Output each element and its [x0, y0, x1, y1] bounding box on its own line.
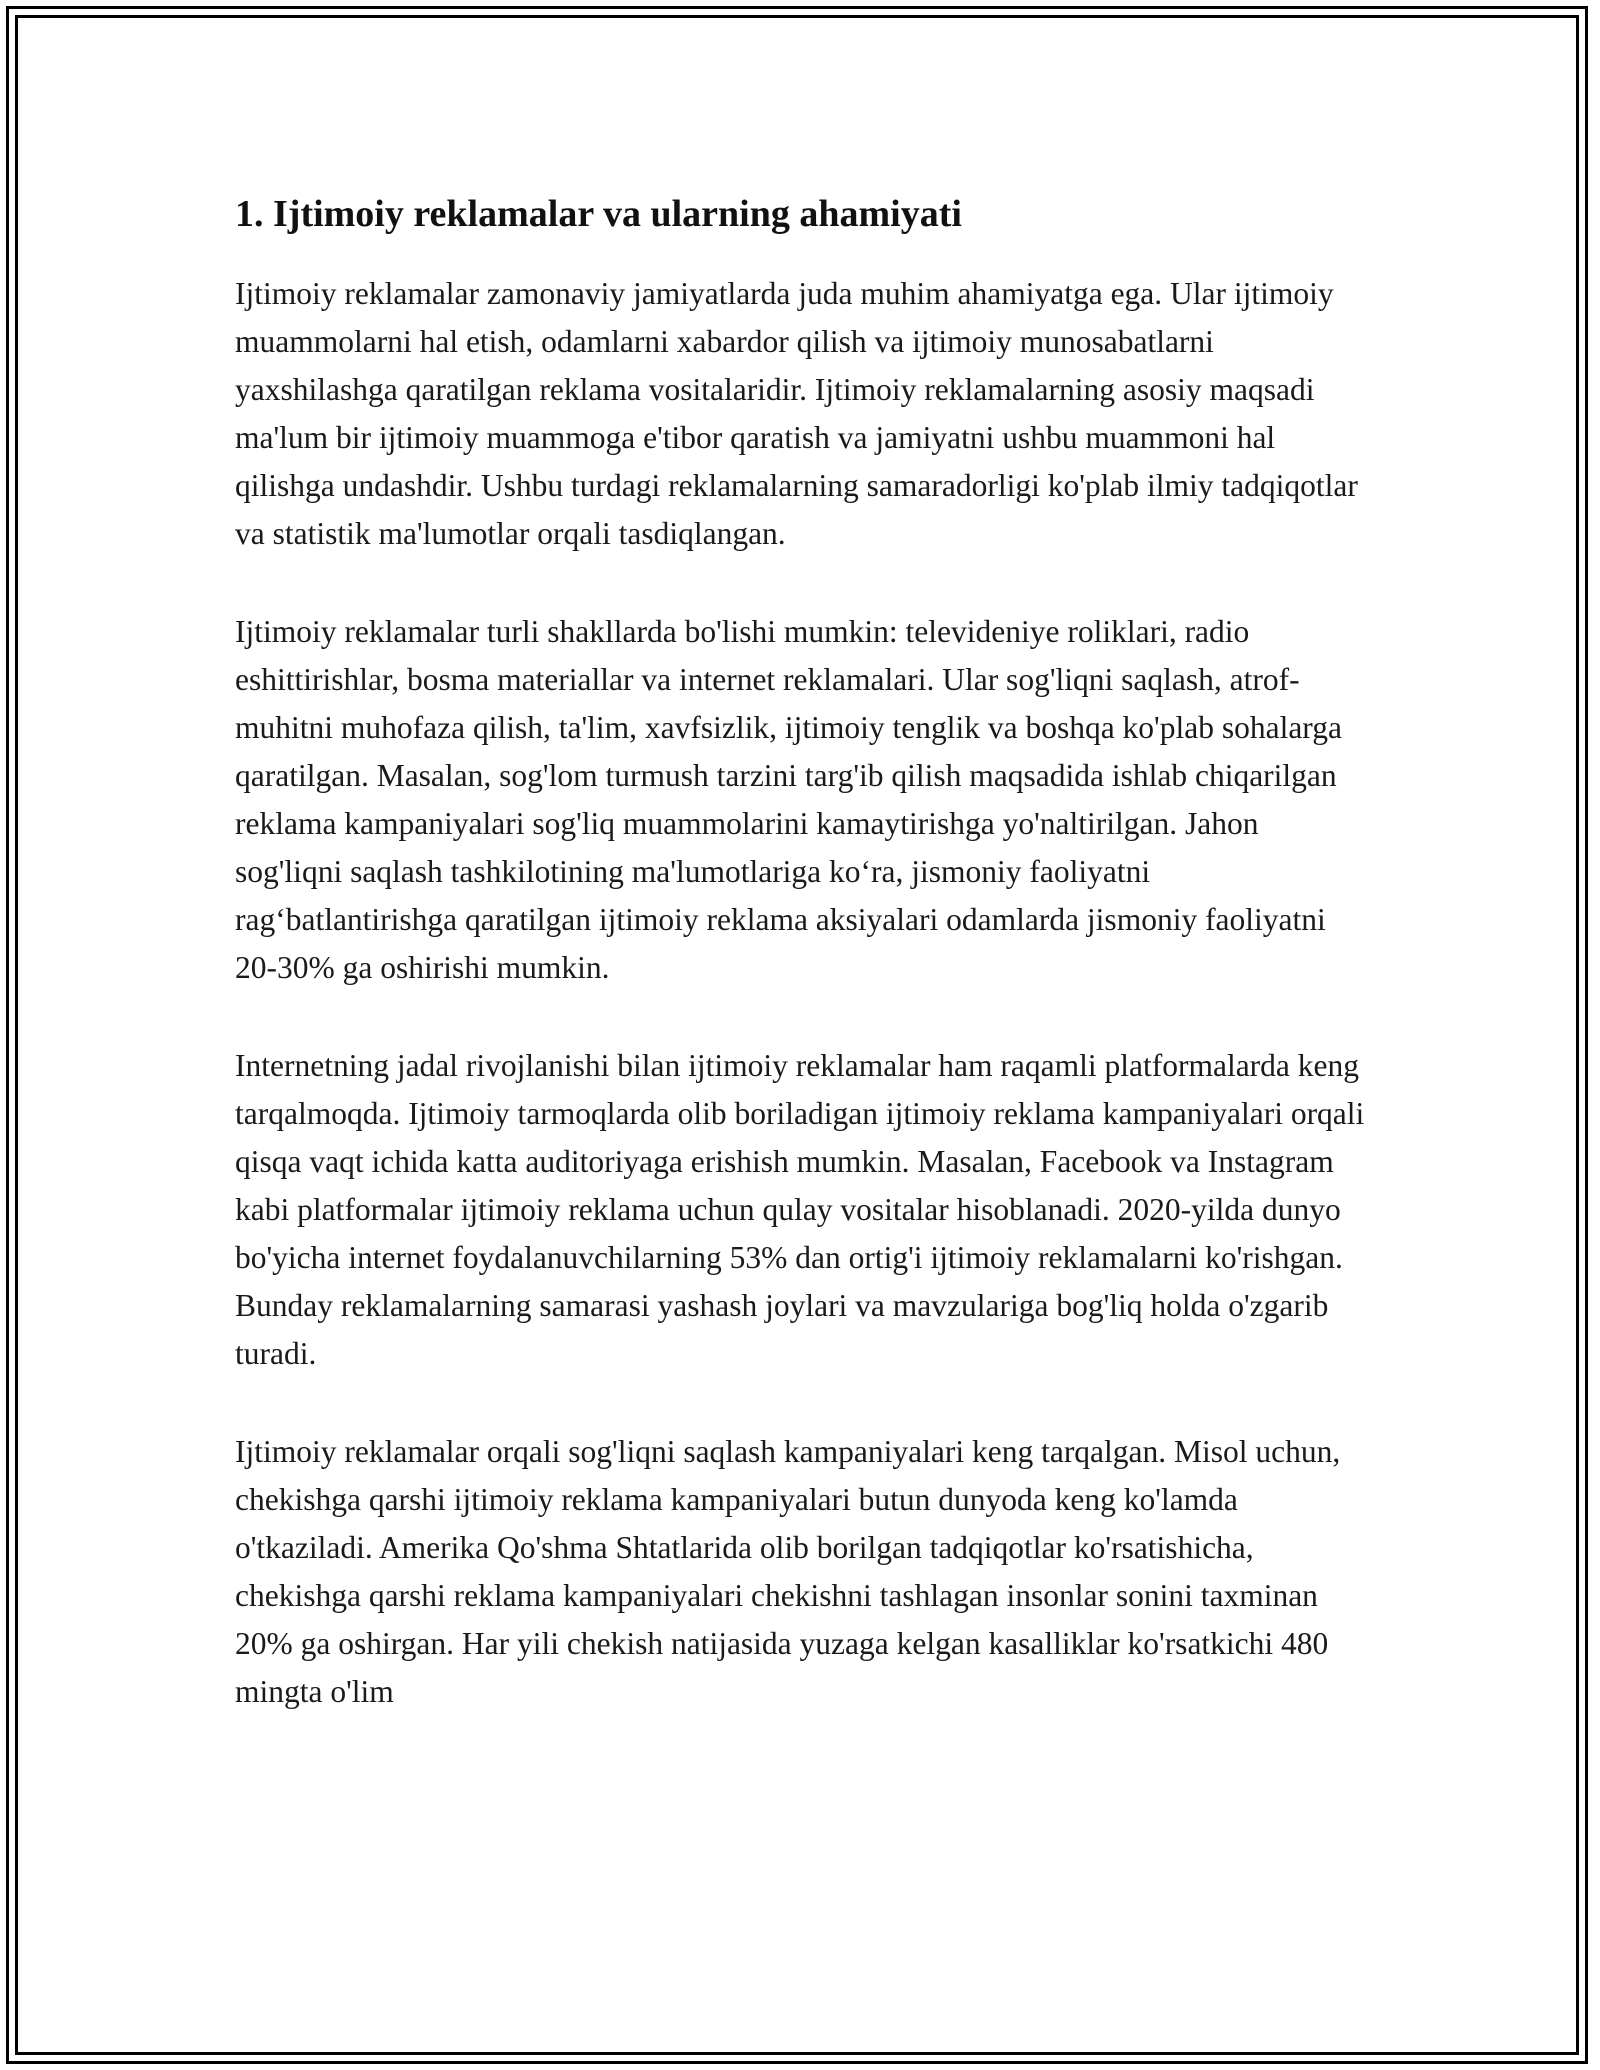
paragraph-1: Ijtimoiy reklamalar zamonaviy jamiyatlarda juda muhim ahamiyatga ega. Ular ijtimoiy muammolarni hal etish, odamlarni xabardor qilish va ijtimoiy munosabatlarni yaxshilashga qaratilgan reklama vositalaridir. Ijtimoiy reklamalarning asosiy maqsadi ma'lum bir ijtimoiy muammoga e'tibor qaratish va jamiyatni ushbu muammoni hal qilishga undashdir. Ushbu turdagi reklamalarning samaradorligi ko'plab ilmiy tadqiqotlar va statistik ma'lumotlar orqali tasdiqlangan. — [235, 276, 1358, 551]
paragraph-4: Ijtimoiy reklamalar orqali sog'liqni saqlash kampaniyalari keng tarqalgan. Misol uchun, chekishga qarshi ijtimoiy reklama kampaniyalari butun dunyoda keng ko'lamda o'tkaziladi. Amerika Qo'shma Shtatlarida olib borilgan tadqiqotlar ko'rsatishicha, chekishga qarshi reklama kampaniyalari chekishni tashlagan insonlar sonini taxminan 20% ga oshirgan. Har yili chekish natijasida yuzaga kelgan kasalliklar ko'rsatkichi 480 mingta o'lim — [235, 1434, 1341, 1709]
paragraph-2: Ijtimoiy reklamalar turli shakllarda bo'lishi mumkin: televideniye roliklari, radio eshittirishlar, bosma materiallar va internet reklamalari. Ular sog'liqni saqlash, atrof-muhitni muhofaza qilish, ta'lim, xavfsizlik, ijtimoiy tenglik va boshqa ko'plab sohalarga qaratilgan. Masalan, sog'lom turmush tarzini targ'ib qilish maqsadida ishlab chiqarilgan reklama kampaniyalari sog'liq muammolarini kamaytirishga yo'naltirilgan. Jahon sog'liqni saqlash tashkilotining ma'lumotlariga ko‘ra, jismoniy faoliyatni rag‘batlantirishga qaratilgan ijtimoiy reklama aksiyalari odamlarda jismoniy faoliyatni 20-30% ga oshirishi mumkin. — [235, 614, 1342, 985]
document-body — [235, 186, 1365, 1766]
section-heading: 1. Ijtimoiy reklamalar va ularning ahamiyati — [235, 193, 962, 235]
paragraph-3: Internetning jadal rivojlanishi bilan ijtimoiy reklamalar ham raqamli platformalarda keng tarqalmoqda. Ijtimoiy tarmoqlarda olib boriladigan ijtimoiy reklama kampaniyalari orqali qisqa vaqt ichida katta auditoriyaga erishish mumkin. Masalan, Facebook va Instagram kabi platformalar ijtimoiy reklama uchun qulay vositalar hisoblanadi. 2020-yilda dunyo bo'yicha internet foydalanuvchilarning 53% dan ortig'i ijtimoiy reklamalarni ko'rishgan. Bunday reklamalarning samarasi yashash joylari va mavzulariga bog'liq holda o'zgarib turadi. — [235, 1048, 1365, 1371]
